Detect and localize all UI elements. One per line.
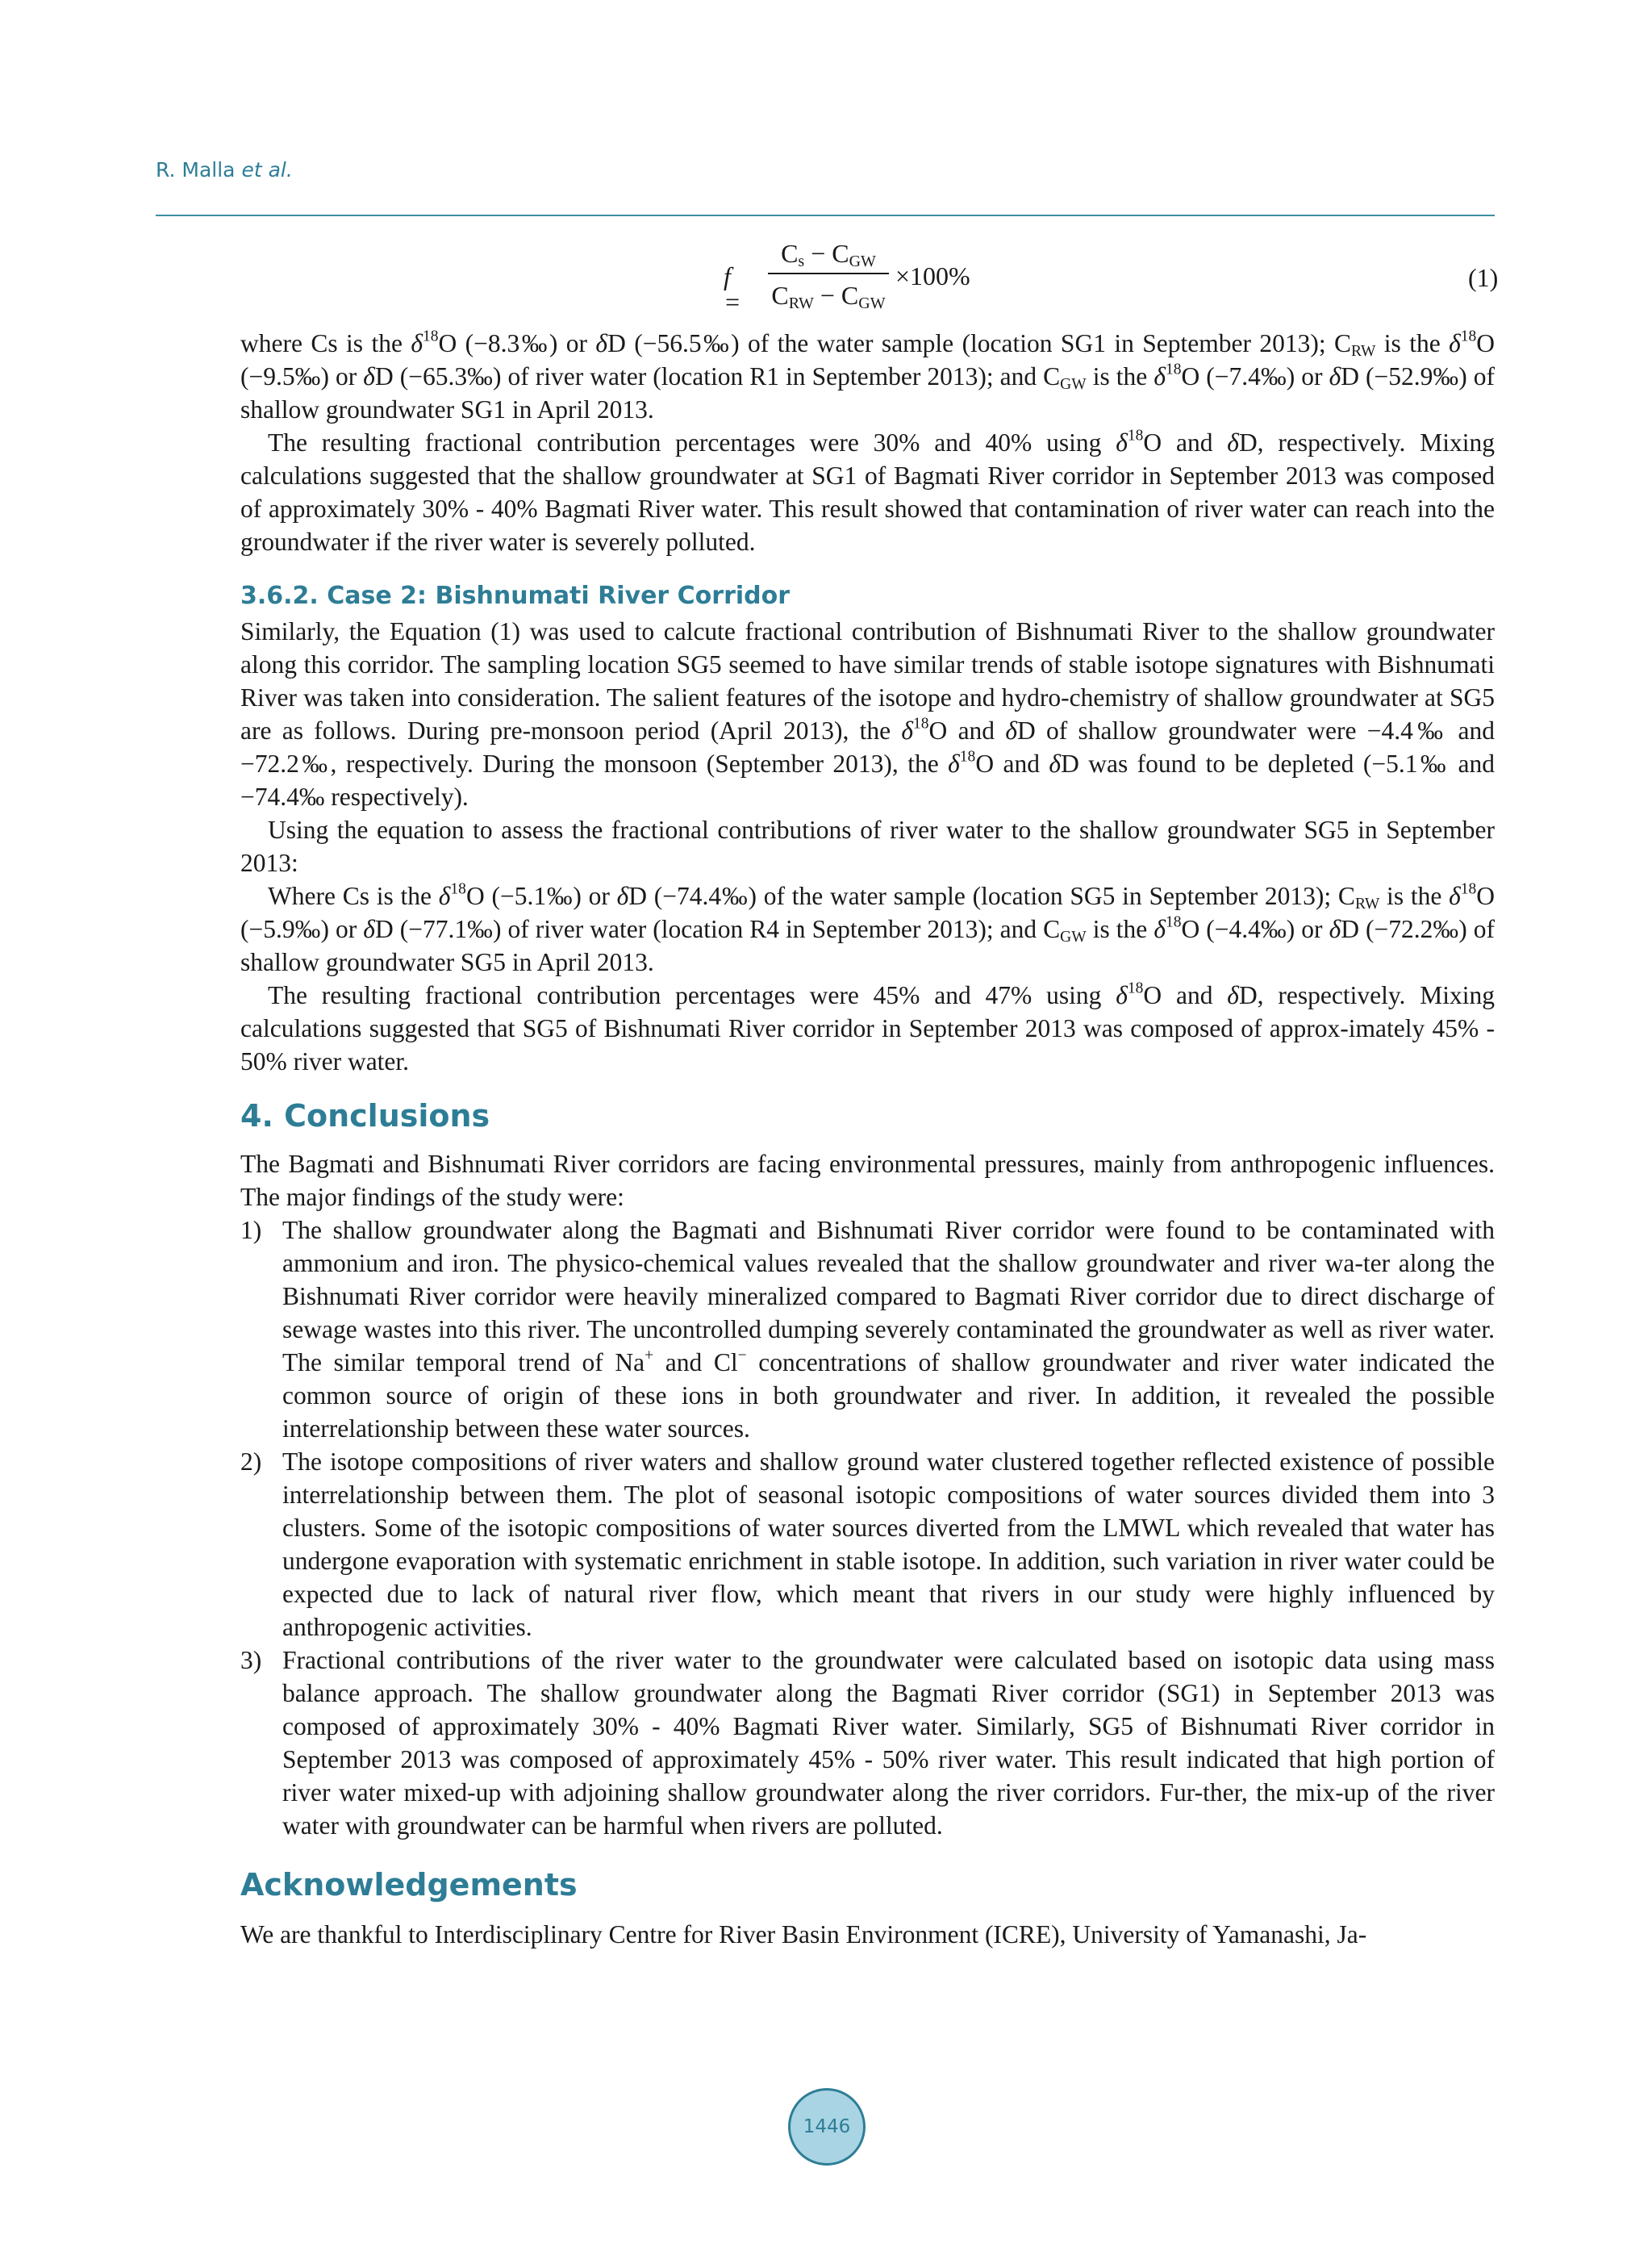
section-heading-acknowledgements: Acknowledgements (240, 1867, 578, 1903)
subsection-heading: 3.6.2. Case 2: Bishnumati River Corridor (240, 582, 791, 610)
paragraph: The Bagmati and Bishnumati River corridors are facing environmental pressures, mainly from anthropogenic influences. The major findings of the study were: (240, 1150, 1495, 1211)
paragraph: Where Cs is the $\delta^{18}O$ (−5.1‰) or δD (−74.4‰) of the water sample (location SG5 in September 2013); $C_{RW}$ is the $\delta^{18}O$ (−5.9‰) or δD (−77.1‰) of river water (location R4 in September 2013); and $C_{GW}$ is the $\delta^{18}O$ (−4.4‰) or δD (−72.2‰) of shallow groundwater SG5 in April 2013. (240, 880, 1496, 976)
eq-fraction-bar (768, 273, 889, 274)
list-item: 1) The shallow groundwater along the Bagmati and Bishnumati River corridor were found to be contaminated with ammonium and iron. The physico-chemical values revealed that the shallow groundwater and river wa-ter along the Bishnumati River corridor were heavily mineralized compared to Bagmati River corridor due to direct discharge of sewage wastes into this river. The uncontrolled dumping severely contaminated the groundwater as well as river water. The similar temporal trend of Na+ and Cl− concentrations of shallow groundwater and river water indicated the common source of origin of these ions in both groundwater and river. In addition, it revealed the possible interrelationship between these water sources. (240, 1216, 1495, 1443)
findings-list (240, 1213, 1495, 1842)
paragraph: Similarly, the Equation (1) was used to calcute fractional contribution of Bishnumati River to the shallow groundwater along this corridor. The sampling location SG5 seemed to have similar trends of stable isotope signatures with Bishnumati River was taken into consideration. The salient features of the isotope and hydro-chemistry of shallow groundwater at SG5 are as follows. During pre-monsoon period (April 2013), the $\delta^{18}O$ and δD of shallow groundwater were −4.4‰ and −72.2‰, respectively. During the monsoon (September 2013), the $\delta^{18}O$ and δD was found to be depleted (−5.1‰ and −74.4‰ respectively). (240, 617, 1495, 811)
main-content (240, 327, 1495, 1951)
eq-numerator: $C_s - C_{GW}$ (781, 239, 876, 270)
paragraph: Using the equation to assess the fractional contributions of river water to the shallow groundwater SG5 in September 2013: (240, 816, 1495, 877)
eq-multiplier: ×100% (895, 261, 970, 290)
list-item: 2) The isotope compositions of river waters and shallow ground water clustered together reflected existence of possible interrelationship between them. The plot of seasonal isotopic compositions of water sources divided them into 3 clusters. Some of the isotopic compositions of water sources diverted from the LMWL which revealed that water has undergone evaporation with systematic enrichment in stable isotope. In addition, such variation in river water could be expected due to lack of natural river flow, which meant that rivers in our study were highly influenced by anthropogenic activities. (240, 1447, 1495, 1641)
list-item: 3) Fractional contributions of the river water to the groundwater were calculated based on isotopic data using mass balance approach. The shallow groundwater along the Bagmati River corridor (SG1) in September 2013 was composed of approximately 30% - 40% Bagmati River water. Similarly, SG5 of Bishnumati River corridor in September 2013 was composed of approximately 45% - 50% river water. This result indicated that high portion of river water mixed-up with adjoining shallow groundwater along the river corridors. Fur-ther, the mix-up of the river water with groundwater can be harmful when rivers are polluted. (240, 1646, 1495, 1840)
eq-lhs: f = (724, 261, 741, 316)
section-heading-conclusions: 4. Conclusions (240, 1098, 490, 1134)
paragraph: We are thankful to Interdisciplinary Centre for River Basin Environment (ICRE), University of Yamanashi, Ja- (240, 1920, 1367, 1949)
equation-number: (1) (1468, 263, 1499, 292)
eq-denominator: $C_{RW} - C_{GW}$ (771, 281, 886, 312)
header-author: R. Malla (156, 158, 236, 182)
page-number: 1446 (788, 2088, 866, 2166)
running-header (156, 158, 293, 182)
header-rule (156, 215, 1495, 216)
paragraph: where Cs is the $\delta^{18}O$ (−8.3‰) or δD (−56.5‰) of the water sample (location SG1 in September 2013); $C_{RW}$ is the $\delta^{18}O$ (−9.5‰) or δD (−65.3‰) of river water (location R1 in September 2013); and $C_{GW}$ is the $\delta^{18}O$ (−7.4‰) or δD (−52.9‰) of shallow groundwater SG1 in April 2013. (240, 328, 1496, 424)
paragraph: The resulting fractional contribution percentages were 45% and 47% using $\delta^{18}O$ and δD, respectively. Mixing calculations suggested that SG5 of Bishnumati River corridor in September 2013 was composed of approx-imately 45% - 50% river water. (240, 979, 1495, 1076)
header-etal: et al. (241, 158, 293, 182)
paragraph: The resulting fractional contribution percentages were 30% and 40% using $\delta^{18}O$ and δD, respectively. Mixing calculations suggested that the shallow groundwater at SG1 of Bagmati River corridor in September 2013 was composed of approximately 30% - 40% Bagmati River water. This result showed that contamination of river water can reach into the groundwater if the river water is severely polluted. (240, 427, 1495, 556)
